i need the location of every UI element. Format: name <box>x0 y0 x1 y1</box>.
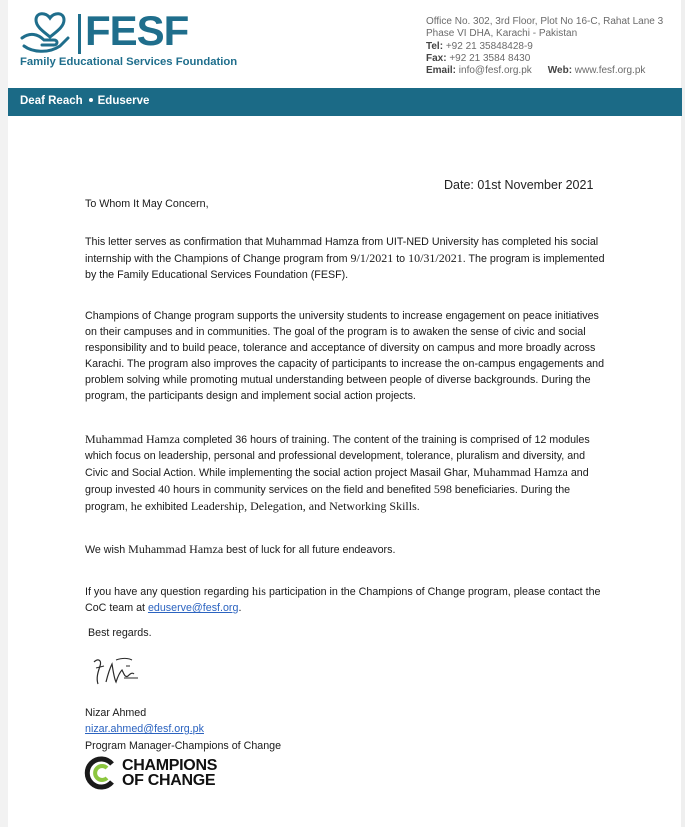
date-value: 01st November 2021 <box>477 178 594 192</box>
program-band <box>8 88 682 116</box>
p1-text-a: This letter serves as confirmation that Muhammad Hamza from UIT-NED University has completed his social internship with the Champions of Change program from <box>85 236 599 265</box>
salutation: To Whom It May Concern, <box>85 198 209 210</box>
fax-line <box>426 53 663 65</box>
signatory-email-link[interactable]: nizar.ahmed@fesf.org.pk <box>85 723 204 735</box>
fesf-logo <box>20 7 238 72</box>
coc-ring-icon <box>84 756 118 790</box>
logo-divider <box>78 14 81 54</box>
band-item-eduserve: Eduserve <box>97 95 150 107</box>
fax-value: +92 21 3584 8430 <box>446 52 531 64</box>
web-value[interactable]: www.fesf.org.pk <box>572 65 646 77</box>
pronoun-he: he <box>130 499 143 513</box>
p4-text-a: We wish <box>85 544 129 556</box>
p3-text-a: completed 36 hours of training. The content of the training is comprised of 12 modules which focus on leadership, personal and professional development, tolerance, pluralism and diversity, and Civic and Social Action. While implementing the social action project Masail Ghar, <box>85 434 590 479</box>
signatory-title: Program Manager-Champions of Change <box>85 740 282 752</box>
bullet-icon <box>89 98 93 102</box>
paragraph-contact <box>85 583 605 616</box>
p1-text-to: to <box>393 253 409 265</box>
paragraph-wishes <box>85 541 605 558</box>
coc-team-email-link[interactable]: eduserve@fesf.org <box>147 602 239 614</box>
p1-text-b: . The program is implemented by the Family Educational Services Foundation (FESF). <box>85 253 605 281</box>
pronoun-his: his <box>251 584 266 598</box>
address-line-2: Phase VI DHA, Karachi - Pakistan <box>426 28 578 40</box>
student-name-2: Muhammad Hamza <box>472 465 568 479</box>
beneficiaries-count: 598 <box>433 482 452 496</box>
p5-text-b: participation in the Champions of Change program, please contact the CoC team at <box>85 586 601 614</box>
p3-text-f: . <box>416 501 420 513</box>
p3-text-b: and group invested <box>85 467 589 496</box>
coc-logo-line-1: CHAMPIONS <box>122 757 218 774</box>
hands-heart-icon <box>20 10 72 56</box>
coc-logo-line-2: OF CHANGE <box>122 772 216 789</box>
service-hours: 40 <box>158 482 171 496</box>
p3-text-c: hours in community services on the field and benefited <box>170 484 434 496</box>
handwritten-signature <box>88 652 148 698</box>
tel-line <box>426 41 663 53</box>
email-web-line <box>426 65 663 77</box>
band-text <box>20 95 149 107</box>
p3-text-d: beneficiaries. During the program, <box>85 484 571 513</box>
paragraph-training <box>85 431 605 515</box>
p5-text-a: If you have any question regarding <box>85 586 252 598</box>
page-left-edge <box>0 0 8 827</box>
logo-subtitle: Family Educational Services Foundation <box>20 56 238 68</box>
internship-end-date: 10/31/2021 <box>408 251 463 265</box>
student-name: Muhammad Hamza <box>85 432 180 446</box>
internship-start-date: 9/1/2021 <box>350 251 394 265</box>
address-line-1: Office No. 302, 3rd Floor, Plot No 16-C, Rahat Lane 3 <box>426 16 664 27</box>
email-value[interactable]: info@fesf.org.pk <box>456 65 532 77</box>
tel-value: +92 21 35848428-9 <box>443 40 533 52</box>
page-right-edge <box>681 0 685 827</box>
logo-wordmark: FESF <box>85 7 189 54</box>
signatory-name: Nizar Ahmed <box>85 707 147 719</box>
tel-label: Tel: <box>426 40 444 52</box>
closing: Best regards. <box>88 627 152 639</box>
skills-exhibited: Leadership, Delegation, and Networking Skills <box>190 499 417 513</box>
letter-date <box>444 178 593 192</box>
student-name-3: Muhammad Hamza <box>128 542 224 556</box>
date-label: Date: <box>444 178 478 192</box>
p3-text-e: exhibited <box>142 501 191 513</box>
fax-label: Fax: <box>426 52 447 64</box>
contact-block <box>426 16 663 77</box>
p4-text-b: best of luck for all future endeavors. <box>223 544 396 556</box>
paragraph-confirmation <box>85 234 605 283</box>
paragraph-program: Champions of Change program supports the university students to increase engagement on peace initiatives on their campuses and in communities. The goal of the program is to awaken the sense of civic and social responsibility and to build peace, tolerance and acceptance of diversity on campus and more broadly across Karachi. The program also improves the capacity of participants to increase the on-campus engagements and problem solving while promoting mutual understanding between people of diverse backgrounds. During the program, the participants design and implement social action projects. <box>85 310 605 402</box>
web-label: Web: <box>547 65 573 77</box>
band-item-deaf-reach: Deaf Reach <box>20 95 83 107</box>
email-label: Email: <box>426 65 457 77</box>
p5-text-c: . <box>238 602 242 614</box>
champions-of-change-logo <box>84 756 244 794</box>
